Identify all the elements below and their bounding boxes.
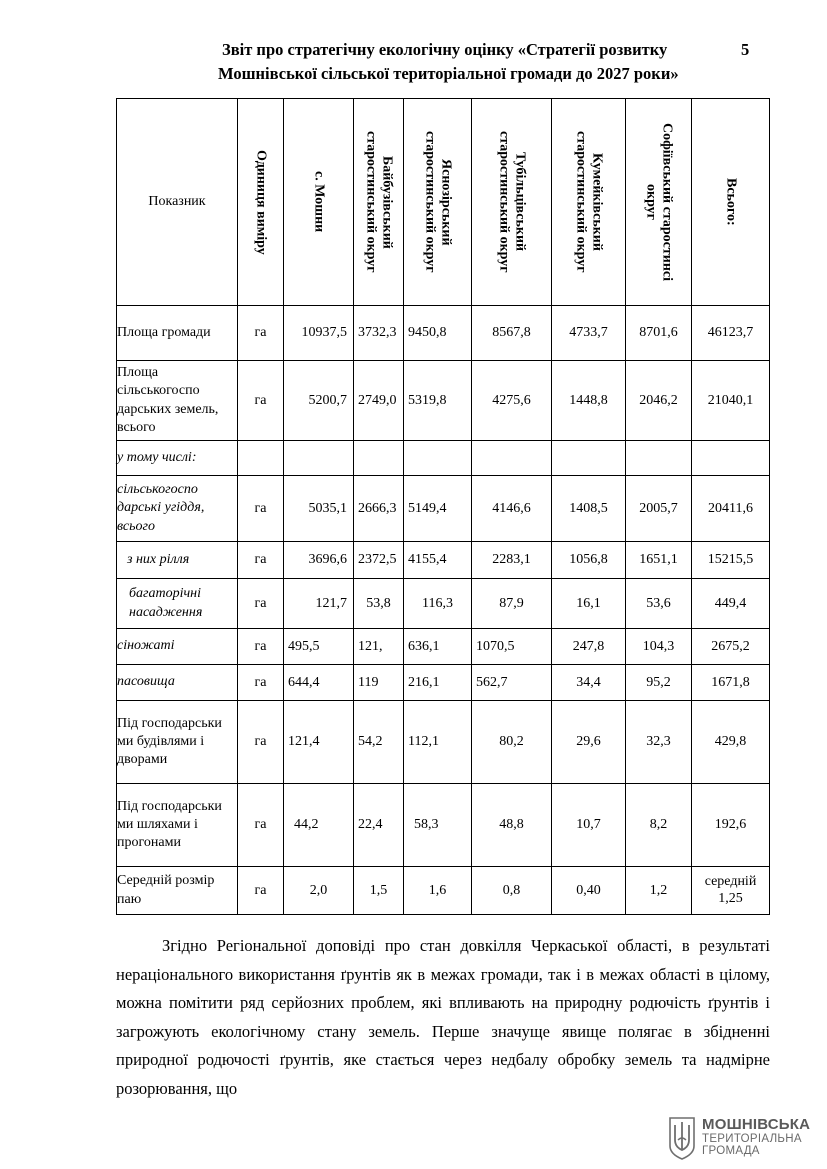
value-cell: 1448,8 xyxy=(552,361,626,441)
value-cell: 54,2 xyxy=(354,701,404,784)
value-cell: 449,4 xyxy=(692,579,770,629)
table-row xyxy=(117,441,770,476)
column-header-baibuzivskyi: Байбузівський старостинський округ xyxy=(354,99,404,306)
value-cell: 121,7 xyxy=(284,579,354,629)
value-cell: 10937,5 xyxy=(284,306,354,361)
row-label: Середній розмір паю xyxy=(117,867,238,915)
value-cell xyxy=(552,441,626,476)
column-header-sofiivskyi: Софіївський старостинсі округ xyxy=(626,99,692,306)
value-cell: 9450,8 xyxy=(404,306,472,361)
value-cell: 2372,5 xyxy=(354,542,404,579)
value-cell: 5149,4 xyxy=(404,476,472,542)
value-cell: 10,7 xyxy=(552,784,626,867)
table-row xyxy=(117,867,770,915)
value-cell: 104,3 xyxy=(626,629,692,665)
value-cell: 116,3 xyxy=(404,579,472,629)
unit-cell: га xyxy=(238,784,284,867)
value-cell: 429,8 xyxy=(692,701,770,784)
value-cell: 2046,2 xyxy=(626,361,692,441)
value-cell xyxy=(692,441,770,476)
logo-text-line-3: ГРОМАДА xyxy=(702,1145,760,1157)
column-header-total: Всього: xyxy=(692,99,770,306)
value-cell: 4733,7 xyxy=(552,306,626,361)
table-row xyxy=(117,784,770,867)
unit-cell: га xyxy=(238,665,284,701)
value-cell: 44,2 xyxy=(284,784,354,867)
value-cell: 2,0 xyxy=(284,867,354,915)
value-cell: 121, xyxy=(354,629,404,665)
page-number: 5 xyxy=(741,40,750,59)
value-cell: 644,4 xyxy=(284,665,354,701)
value-cell: 8,2 xyxy=(626,784,692,867)
row-label: сільськогоспо дарські угіддя, всього xyxy=(117,476,238,542)
column-header-indicator: Показник xyxy=(117,99,238,306)
value-cell: 8567,8 xyxy=(472,306,552,361)
row-label: пасовища xyxy=(117,665,238,701)
value-cell: 29,6 xyxy=(552,701,626,784)
value-cell: 247,8 xyxy=(552,629,626,665)
row-label: з них рілля xyxy=(117,542,238,579)
row-label: багаторічні насадження xyxy=(117,579,238,629)
value-cell: 5200,7 xyxy=(284,361,354,441)
unit-cell: га xyxy=(238,476,284,542)
table-row xyxy=(117,361,770,441)
body-paragraph: Згідно Регіональної доповіді про стан довкілля Черкаської області, в результаті нераціонального використання ґрунтів як в межах громади, так і в межах області в цілому, можна помітити ряд серйозних проблем, які впливають на природну родючість ґрунтів і загрожують екологічному стану земель. Перше значуще явище полягає в збідненні природної родючості ґрунтів, яке стається через недбалу обробку земель та надмірне розорювання, що xyxy=(116,936,770,1098)
value-cell: 1671,8 xyxy=(692,665,770,701)
document-title-line-1: Звіт про стратегічну екологічну оцінку «Стратегії розвитку xyxy=(222,40,668,59)
value-cell: 53,6 xyxy=(626,579,692,629)
value-cell: 87,9 xyxy=(472,579,552,629)
value-cell: 16,1 xyxy=(552,579,626,629)
unit-cell xyxy=(238,441,284,476)
value-cell: 8701,6 xyxy=(626,306,692,361)
value-cell: 495,5 xyxy=(284,629,354,665)
value-cell: 119 xyxy=(354,665,404,701)
row-label: Під господарськи ми будівлями і дворами xyxy=(117,701,238,784)
value-cell xyxy=(404,441,472,476)
value-cell: 2283,1 xyxy=(472,542,552,579)
trident-icon xyxy=(668,1116,696,1160)
column-header-tubiltsivskyi: Тубільцівський старостинський округ xyxy=(472,99,552,306)
table-row xyxy=(117,476,770,542)
value-cell xyxy=(626,441,692,476)
value-cell xyxy=(472,441,552,476)
value-cell: 2749,0 xyxy=(354,361,404,441)
column-header-moshny: с. Мошни xyxy=(284,99,354,306)
value-cell: 48,8 xyxy=(472,784,552,867)
value-cell: 192,6 xyxy=(692,784,770,867)
logo-text-line-2: ТЕРИТОРІАЛЬНА xyxy=(702,1133,802,1145)
value-cell: 1056,8 xyxy=(552,542,626,579)
value-cell: 4275,6 xyxy=(472,361,552,441)
row-label: у тому числі: xyxy=(117,441,238,476)
value-cell xyxy=(284,441,354,476)
table-header-row xyxy=(117,99,770,306)
value-cell: 3732,3 xyxy=(354,306,404,361)
unit-cell: га xyxy=(238,579,284,629)
value-cell: 121,4 xyxy=(284,701,354,784)
value-cell: 1,2 xyxy=(626,867,692,915)
value-cell: 20411,6 xyxy=(692,476,770,542)
column-header-yasnozirskyi: Яснозірський старостинський округ xyxy=(404,99,472,306)
land-use-table xyxy=(116,98,770,915)
value-cell: 80,2 xyxy=(472,701,552,784)
value-cell: 58,3 xyxy=(404,784,472,867)
document-title-line-2: Мошнівської сільської територіальної громади до 2027 роки» xyxy=(218,64,679,83)
community-logo xyxy=(668,1114,818,1164)
value-cell: 5319,8 xyxy=(404,361,472,441)
value-cell: 636,1 xyxy=(404,629,472,665)
value-cell: 4146,6 xyxy=(472,476,552,542)
value-cell: 0,40 xyxy=(552,867,626,915)
value-cell: 95,2 xyxy=(626,665,692,701)
value-cell: 53,8 xyxy=(354,579,404,629)
value-cell: 22,4 xyxy=(354,784,404,867)
value-cell: 4155,4 xyxy=(404,542,472,579)
value-cell: 1,6 xyxy=(404,867,472,915)
value-cell: 1,5 xyxy=(354,867,404,915)
value-cell: 21040,1 xyxy=(692,361,770,441)
table-row xyxy=(117,306,770,361)
column-header-unit: Одиниця виміру xyxy=(238,99,284,306)
unit-cell: га xyxy=(238,629,284,665)
column-header-kumeikivskyi: Кумейківський старостинський округ xyxy=(552,99,626,306)
table-row xyxy=(117,579,770,629)
value-cell: 216,1 xyxy=(404,665,472,701)
value-cell: 2666,3 xyxy=(354,476,404,542)
table-row xyxy=(117,629,770,665)
row-label: Площа сільськогоспо дарських земель, всього xyxy=(117,361,238,441)
logo-text-line-1: МОШНІВСЬКА xyxy=(702,1116,811,1133)
value-cell: 112,1 xyxy=(404,701,472,784)
table-row xyxy=(117,665,770,701)
unit-cell: га xyxy=(238,361,284,441)
row-label: сіножаті xyxy=(117,629,238,665)
row-label: Площа громади xyxy=(117,306,238,361)
value-cell: 1070,5 xyxy=(472,629,552,665)
value-cell xyxy=(354,441,404,476)
value-cell: середній 1,25 xyxy=(692,867,770,915)
value-cell: 34,4 xyxy=(552,665,626,701)
row-label: Під господарськи ми шляхами і прогонами xyxy=(117,784,238,867)
unit-cell: га xyxy=(238,542,284,579)
value-cell: 562,7 xyxy=(472,665,552,701)
value-cell: 46123,7 xyxy=(692,306,770,361)
value-cell: 15215,5 xyxy=(692,542,770,579)
table-row xyxy=(117,701,770,784)
table-row xyxy=(117,542,770,579)
value-cell: 5035,1 xyxy=(284,476,354,542)
value-cell: 2005,7 xyxy=(626,476,692,542)
value-cell: 3696,6 xyxy=(284,542,354,579)
unit-cell: га xyxy=(238,306,284,361)
value-cell: 2675,2 xyxy=(692,629,770,665)
value-cell: 0,8 xyxy=(472,867,552,915)
value-cell: 1408,5 xyxy=(552,476,626,542)
value-cell: 1651,1 xyxy=(626,542,692,579)
unit-cell: га xyxy=(238,701,284,784)
unit-cell: га xyxy=(238,867,284,915)
value-cell: 32,3 xyxy=(626,701,692,784)
